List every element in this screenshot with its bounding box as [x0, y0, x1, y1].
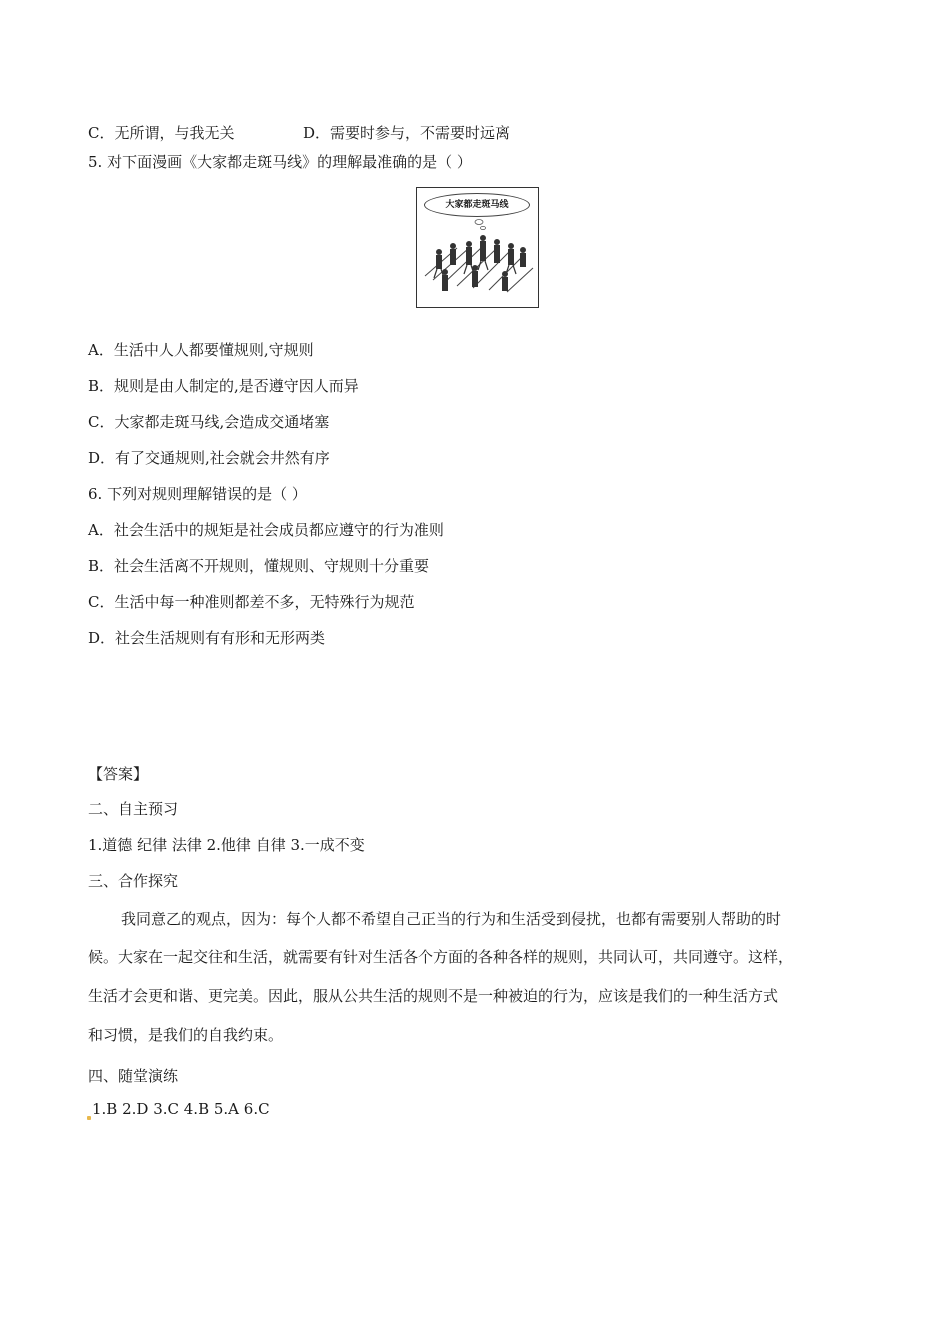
section-4-answers: 1.B 2.D 3.C 4.B 5.A 6.C: [92, 1100, 270, 1118]
q6-option-d: D．社会生活规则有有形和无形两类: [88, 629, 326, 647]
pedestrians-illustration: [417, 188, 538, 307]
section-3-line-4: 和习惯，是我们的自我约束。: [88, 1026, 284, 1044]
edit-mark: [87, 1116, 91, 1120]
comic-title: 大家都走斑马线: [424, 193, 530, 217]
section-3-line-2: 候。大家在一起交往和生活，就需要有针对生活各个方面的各种各样的规则，共同认可，共同遵守。这样，: [88, 948, 794, 966]
q5-option-d: D．有了交通规则,社会就会井然有序: [88, 449, 330, 467]
q4-option-c: C．无所谓，与我无关: [88, 124, 235, 142]
section-4-title: 四、随堂演练: [88, 1067, 179, 1085]
section-2-title: 二、自主预习: [88, 800, 179, 818]
q6-option-b: B．社会生活离不开规则，懂规则、守规则十分重要: [88, 557, 430, 575]
answers-heading: 【答案】: [88, 765, 149, 783]
q5-option-a: A．生活中人人都要懂规则,守规则: [88, 341, 314, 359]
q6-option-c: C．生活中每一种准则都差不多，无特殊行为规范: [88, 593, 415, 611]
q6-option-a: A．社会生活中的规矩是社会成员都应遵守的行为准则: [88, 521, 444, 539]
section-3-title: 三、合作探究: [88, 872, 179, 890]
section-2-answers: 1.道德 纪律 法律 2.他律 自律 3.一成不变: [88, 836, 365, 854]
section-3-line-1: 我同意乙的观点，因为：每个人都不希望自己正当的行为和生活受到侵扰，也都有需要别人帮助的时: [121, 910, 782, 928]
q5-option-c: C．大家都走斑马线,会造成交通堵塞: [88, 413, 330, 431]
zebra-crossing-comic: [416, 187, 539, 308]
section-3-line-3: 生活才会更和谐、更完美。因此，服从公共生活的规则不是一种被迫的行为，应该是我们的一种生活方式: [88, 987, 779, 1005]
q5-stem: 5. 对下面漫画《大家都走斑马线》的理解最准确的是（ ）: [88, 153, 472, 171]
q5-option-b: B．规则是由人制定的,是否遵守因人而异: [88, 377, 359, 395]
q6-stem: 6. 下列对规则理解错误的是（ ）: [88, 485, 307, 503]
q4-option-d: D．需要时参与，不需要时远离: [303, 124, 511, 142]
